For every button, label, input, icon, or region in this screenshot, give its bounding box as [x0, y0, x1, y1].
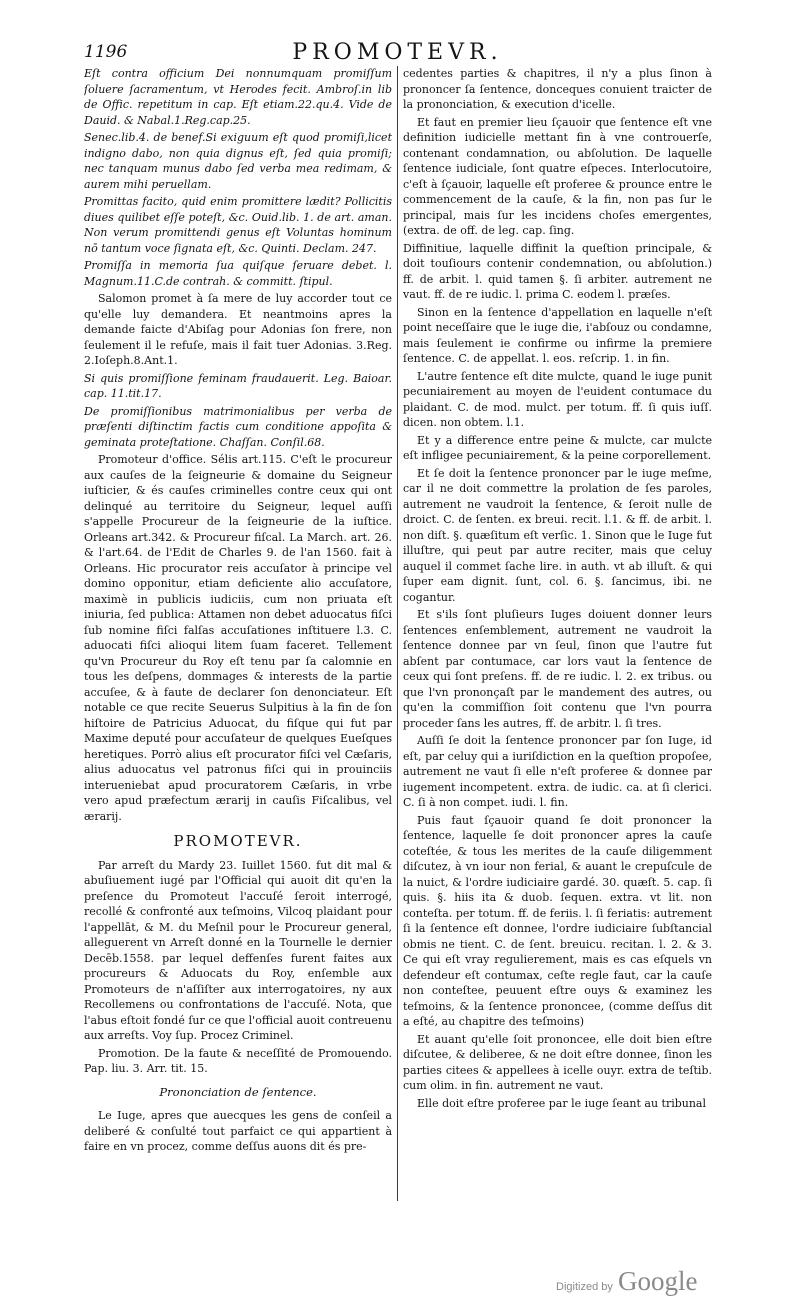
- left-column-paragraphs-3: [84, 1108, 392, 1155]
- paragraph: Et faut en premier lieu ſçauoir que ſentence eſt vne definition iudicielle mettant fin à vne controuerſe, contenant condamnation, ou abſolution. De laquelle ſentence iudiciale, ſont quatre eſpeces. Interlocutoire, c'eſt à ſçauoir, laquelle eſt proferee & prounce entre le commencement de la cauſe, & la fin, non pas ſur le principal, mais ſur les incidens choſes emergentes, (extra. de off. de leg. cap. ſing.: [403, 115, 712, 237]
- paragraph: Promiſſa in memoria ſua quiſque ſeruare debet. l. Magnum.11.C.de contrah. & committ. ſtipul.: [84, 259, 392, 288]
- paragraph: De promiſſionibus matrimonialibus per verba de præſenti diſtinctim factis cum conditione appoſita & geminata proteſtatione. Chaſſan. Conſil.68.: [84, 404, 392, 449]
- paragraph: Promoteur d'office. Sélis art.115. C'eſt le procureur aux cauſes de la ſeigneurie & domaine du Seigneur iuſticier, & és cauſes criminelles contre ceux qui ont delinqué au territoire du Seigneur, lequel auſſi s'appelle Procureur de la ſeigneurie de la iuſtice. Orleans art.342. & Procureur fiſcal. La March. art. 26. & l'art.64. de l'Edit de Charles 9. de l'an 1560. fait à Orleans. Hic procurator reis accuſator à principe vel domino opponitur, etiam deficiente alio accuſatore, maximè in publicis iudiciis, cum non priuata eſt iniuria, ſed publica: Attamen non debet aduocatus fiſci ſub nomine fiſci falſas accuſationes inſtituere l.3. C. aduocati fiſci alioqui litem ſuam faceret. Tellement qu'vn Procureur du Roy eſt tenu par ſa calomnie en tous les deſpens, dommages & interests de la partie accuſee, & à faute de declarer ſon denonciateur. Eſt notable ce que recite Seuerus Sulpitius à la fin de ſon hiſtoire de Patricius Aduocat, du fiſque qui fut par Maxime deputé pour accuſateur de quelques Eueſques heretiques. Porrò alius eſt procurator fiſci vel Cæſaris, alius aduocatus vel patronus fiſci qui in prouinciis interueniebat apud procuratorem Cæſaris, in vrbe vero apud præfectum ærarij in cauſis Fiſcalibus, vel ærarij.: [84, 453, 392, 823]
- right-column-paragraphs: [403, 66, 712, 1111]
- left-column-paragraphs: [84, 66, 392, 824]
- paragraph: Si quis promiſſione feminam fraudauerit. Leg. Baioar. cap. 11.tit.17.: [84, 371, 392, 400]
- paragraph: cedentes parties & chapitres, il n'y a plus ſinon à prononcer ſa ſentence, donceques conuient traicter de la prononciation, & execution d'icelle.: [403, 67, 712, 111]
- subsection-title: Prononciation de ſentence.: [159, 1084, 317, 1099]
- paragraph: Et auant qu'elle ſoit prononcee, elle doit bien eſtre diſcutee, & deliberee, & ne doit eſtre donnee, ſinon les parties citees & appellees à icelle ouyr. extra de teſtib. cum olim. in fin. autrement ne vaut.: [403, 1032, 712, 1092]
- section-title: PROMOTEVR.: [173, 832, 303, 850]
- paragraph: Et y a difference entre peine & mulcte, car mulcte eſt infligee pecuniairement, & la peine corporellement.: [403, 433, 712, 462]
- paragraph: Senec.lib.4. de benef.Si exiguum eſt quod promiſi,licet indigno dabo, non quia dignus eſt, ſed quia promiſi; nec tanquam munus dabo ſed verba mea redimam, & aurem mihi peruellam.: [84, 131, 392, 191]
- paragraph: Auſſi ſe doit la ſentence prononcer par ſon Iuge, id eſt, par celuy qui a iuriſdiction en la queſtion propoſee, autrement ne vaut ſi elle n'eſt proferee & donnee par iugement incompetent. extra. de iudic. ca. at ſi clerici. C. ſi à non compet. iudi. l. fin.: [403, 734, 712, 809]
- paragraph: L'autre ſentence eſt dite mulcte, quand le iuge punit pecuniairement au moyen de l'euident contumace du plaidant. C. de mod. mulct. per totum. ff. ſi quis iuſſ. dicen. non obtem. l.1.: [403, 369, 712, 429]
- right-column: [403, 66, 712, 1113]
- column-divider: [397, 66, 398, 1201]
- paragraph: Et ſe doit la ſentence prononcer par le iuge meſme, car il ne doit commettre la prolation de ſes paroles, autrement ne vaudroit la ſentence, & ſeroit nulle de droict. C. de ſenten. ex breui. recit. l.1. & ff. de arbit. l. non diſt. §. quæſitum eſt verſic. 1. Sinon que le Iuge fut illuſtre, qui peut par autre reciter, mais que celuy auquel il commet ſache lire. in auth. vt ab illuſt. & qui ſuper eam dignit. ſunt, col. 6. §. ſancimus, ibi. ne cogantur.: [403, 466, 712, 604]
- paragraph: Eſt contra officium Dei nonnumquam promiſſum ſoluere ſacramentum, vt Herodes fecit. Ambroſ.in lib de Offic. repetitum in cap. Eſt etiam.22.qu.4. Vide de Dauid. & Nabal.1.Reg.cap.25.: [84, 67, 392, 127]
- paragraph: Salomon promet à ſa mere de luy accorder tout ce qu'elle luy demandera. Et neantmoins apres la demande faicte d'Abiſag pour Adonias ſon frere, non ſeulement il le refuſe, mais il fait tuer Adonias. 3.Reg. 2.Ioſeph.8.Ant.1.: [84, 292, 392, 367]
- left-column-paragraphs-2: [84, 858, 392, 1077]
- paragraph: Sinon en la ſentence d'appellation en laquelle n'eſt point neceſſaire que le iuge die, i'abſouz ou condamne, mais ſeulement ie confirme ou infirme la premiere ſentence. C. de appellat. l. eos. reſcrip. 1. in fin.: [403, 305, 712, 365]
- page-number: 1196: [84, 42, 128, 62]
- paragraph: Par arreſt du Mardy 23. Iuillet 1560. fut dit mal & abuſiuement iugé par l'Official qui auoit dit qu'en la preſence du Promoteut l'accuſé ſeroit interrogé, recollé & confronté aux teſmoins, Vilcoq plaidant pour l'appellāt, & M. du Meſnil pour le Procureur general, alleguerent vn Arreſt donné en la Tournelle le dernier Decēb.1558. par lequel deffenſes furent faites aux procureurs & Aduocats du Roy, enſemble aux Promoteurs de n'aſſiſter aux interrogatoires, ny aux Recollemens ou confrontations de l'accuſé. Nota, que l'abus eſtoit fondé ſur ce que l'official auoit contreuenu aux arreſts. Voy ſup. Procez Criminel.: [84, 858, 392, 1042]
- paragraph: Puis faut ſçauoir quand ſe doit prononcer la ſentence, laquelle ſe doit prononcer apres la cauſe coteſtée, & tous les merites de la cauſe diligemment diſcutez, à vn iour non ferial, & auant le crepuſcule de la nuict, & l'ordre iudiciaire gardé. 30. quæſt. 5. cap. ſi quis. §. hiis ita & duob. ſequen. extra. vt lit. non conteſta. per totum. ff. de feriis. l. ſi feriatis: autrement ſi la ſentence eſt donnee, l'ordre iudiciaire ſubſtancial obmis ne tient. C. de ſent. breuicu. recitan. l. 2. & 3. Ce qui eſt vray regulierement, mais es cas eſquels vn defendeur eſt contumax, ceſte regle faut, car la cauſe non conteſtee, peuuent eſtre ouys & examinez les teſmoins, & la ſentence prononcee, (comme deſſus dit a eſté, au chapitre des teſmoins): [403, 813, 712, 1028]
- page-header: [80, 40, 715, 66]
- paragraph: Promittas facito, quid enim promittere lædit? Pollicitis diues quilibet eſſe poteſt, &c. Ouid.lib. 1. de art. aman. Non verum promittendi genus eſt Voluntas hominum nō tantum voce ſignata eſt, &c. Quinti. Declam. 247.: [84, 195, 392, 255]
- paragraph: Diffinitiue, laquelle diffinit la queſtion principale, & doit touſiours contenir condemnation, ou abſolution.) ff. de arbit. l. quid tamen §. ſi arbiter. autrement ne vaut. ff. de re iudic. l. prima C. eodem l. præſes.: [403, 241, 712, 301]
- paragraph: Promotion. De la faute & neceſſité de Promouendo. Pap. liu. 3. Arr. tit. 15.: [84, 1046, 392, 1075]
- watermark-prefix: Digitized by: [556, 1281, 613, 1293]
- google-logo: Google: [618, 1266, 698, 1296]
- running-title: PROMOTEVR.: [292, 40, 503, 65]
- paragraph: Elle doit eſtre proferee par le iuge ſeant au tribunal: [417, 1096, 707, 1110]
- paragraph: Le Iuge, apres que auecques les gens de conſeil a deliberé & conſulté tout parfaict ce qui appartient à faire en vn procez, comme deſſus auons dit és pre-: [84, 1109, 392, 1153]
- left-column: [84, 66, 392, 1157]
- paragraph: Et s'ils ſont pluſieurs Iuges doiuent donner leurs ſentences enſemblement, autrement ne vaudroit la ſentence donnee par vn ſeul, ſinon que l'autre fut abſent par contumace, car lors vaut la ſentence de ceux qui ſont preſens. ff. de re iudic. l. 2. ex tribus. ou que l'vn prononçaſt par le mandement des autres, ou qu'en la commiſſion ſoit contenu que l'vn pourra proceder ſans les autres, ff. de arbitr. l. ſi tres.: [403, 608, 712, 730]
- digitized-watermark: [556, 1266, 726, 1302]
